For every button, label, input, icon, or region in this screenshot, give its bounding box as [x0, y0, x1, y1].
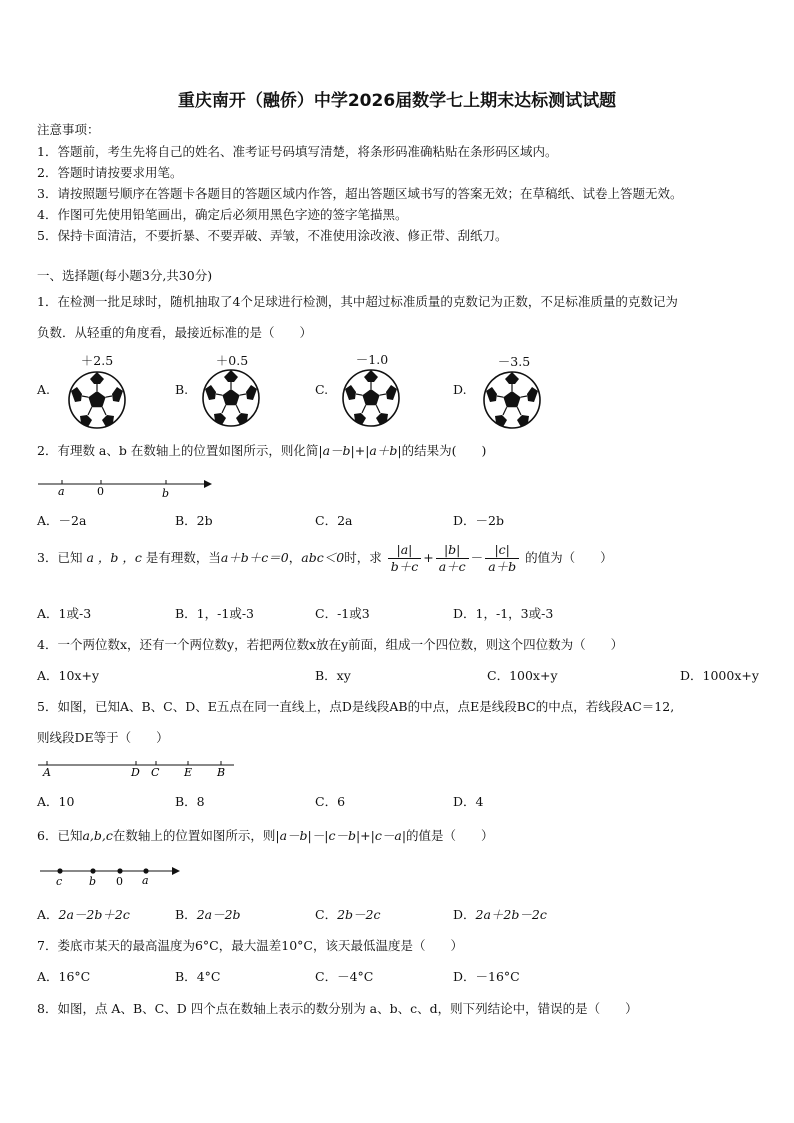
- section-title: 一、选择题(每小题3分,共30分): [37, 268, 213, 283]
- axis-label-b: b: [162, 487, 170, 500]
- q2-option-b[interactable]: B．2b: [175, 513, 213, 528]
- q5-segment-diagram: [36, 758, 241, 782]
- q6-option-b[interactable]: B．2a－2b: [175, 907, 241, 922]
- q1-c-value: －1.0: [355, 352, 389, 367]
- q7-option-c[interactable]: C．－4°C: [315, 969, 374, 984]
- q4-option-a[interactable]: A．10x+y: [37, 668, 100, 683]
- axis-label-zero: 0: [97, 485, 104, 498]
- q6-text: 6．已知a,b,c在数轴上的位置如图所示，则|a－b|－|c－b|+|c－a|的值是（ ）: [37, 828, 494, 843]
- q2-number-line: [36, 476, 216, 502]
- q7-option-b[interactable]: B．4°C: [175, 969, 221, 984]
- q1-a-value: ＋2.5: [80, 353, 114, 368]
- axis-label-a: a: [142, 874, 149, 887]
- q4-text: 4．一个两位数x，还有一个两位数y，若把两位数x放在y前面，组成一个四位数，则这个四位数为（ ）: [37, 637, 624, 652]
- note-2: 2．答题时请按要求用笔。: [37, 165, 183, 180]
- note-5: 5．保持卡面清洁，不要折暴、不要弄破、弄皱，不准使用涂改液、修正带、刮纸刀。: [37, 228, 508, 243]
- q3-text: 3．已知 a ，b ，c 是有理数，当a＋b＋c＝0，abc＜0时，求 $\frac{|a|}{b+c}$ + $\frac{|b|}{a+c}$ － $\frac{|c|}{a+b}$ 的值为（ ）: [37, 542, 613, 574]
- q5-option-c[interactable]: C．6: [315, 794, 346, 809]
- q5-option-d[interactable]: D．4: [453, 794, 484, 809]
- q6-option-c[interactable]: C．2b－2c: [315, 907, 381, 922]
- q2-text: 2．有理数 a、b 在数轴上的位置如图所示，则化简|a－b|+|a＋b|的结果为( ): [37, 443, 487, 458]
- axis-label-b: b: [89, 875, 97, 888]
- q1-option-b[interactable]: B.: [175, 382, 189, 397]
- q1-d-value: －3.5: [497, 354, 531, 369]
- point-label-d: D: [131, 766, 140, 779]
- q4-option-c[interactable]: C．100x+y: [487, 668, 558, 683]
- q7-option-a[interactable]: A．16°C: [37, 969, 91, 984]
- q3-option-a[interactable]: A．1或-3: [37, 606, 92, 621]
- q2-option-a[interactable]: A．－2a: [37, 513, 87, 528]
- q1-line1: 1．在检测一批足球时，随机抽取了4个足球进行检测，其中超过标准质量的克数记为正数，不足标准质量的克数记为: [37, 294, 678, 309]
- axis-label-a: a: [58, 485, 65, 498]
- q1-b-value: ＋0.5: [215, 353, 249, 368]
- q7-option-d[interactable]: D．－16°C: [453, 969, 520, 984]
- point-label-b: B: [217, 766, 226, 779]
- q3-option-c[interactable]: C．-1或3: [315, 606, 370, 621]
- notes-heading: 注意事项：: [37, 122, 100, 137]
- axis-label-c: c: [56, 875, 63, 888]
- q6-option-a[interactable]: A．2a－2b＋2c: [37, 907, 130, 922]
- point-label-a: A: [43, 766, 51, 779]
- note-3: 3．请按照题号顺序在答题卡各题目的答题区域内作答，超出答题区域书写的答案无效；在草稿纸、试卷上答题无效。: [37, 186, 683, 201]
- note-4: 4．作图可先使用铅笔画出，确定后必须用黑色字迹的签字笔描黑。: [37, 207, 408, 222]
- fraction-b: $\frac{|b|}{a+c}$: [436, 542, 469, 575]
- q1-line2: 负数．从轻重的角度看，最接近标准的是（ ）: [37, 325, 313, 340]
- q1-option-c[interactable]: C.: [315, 382, 329, 397]
- q6-option-d[interactable]: D．2a＋2b－2c: [453, 907, 547, 922]
- fraction-a: $\frac{|a|}{b+c}$: [388, 542, 422, 575]
- point-label-e: E: [184, 766, 193, 779]
- q5-option-a[interactable]: A．10: [37, 794, 75, 809]
- q4-option-d[interactable]: D．1000x+y: [680, 668, 759, 683]
- q3-option-d[interactable]: D．1，-1，3或-3: [453, 606, 554, 621]
- fraction-c: $\frac{|c|}{a+b}$: [485, 542, 519, 575]
- q3-option-b[interactable]: B．1，-1或-3: [175, 606, 254, 621]
- q2-option-c[interactable]: C．2a: [315, 513, 353, 528]
- soccer-ball-icon: [481, 369, 543, 431]
- soccer-ball-icon: [200, 367, 262, 429]
- q5-option-b[interactable]: B．8: [175, 794, 205, 809]
- q5-line1: 5．如图，已知A、B、C、D、E五点在同一直线上，点D是线段AB的中点，点E是线段BC的中点，若线段AC＝12,: [37, 699, 675, 714]
- q2-option-d[interactable]: D．－2b: [453, 513, 504, 528]
- q4-option-b[interactable]: B．xy: [315, 668, 351, 683]
- page-title: 重庆南开（融侨）中学2026届数学七上期末达标测试试题: [177, 91, 617, 111]
- soccer-ball-icon: [66, 369, 128, 431]
- q7-text: 7．娄底市某天的最高温度为6°C，最大温差10°C，该天最低温度是（ ）: [37, 938, 464, 953]
- q1-option-d[interactable]: D.: [453, 382, 467, 397]
- q6-number-line: [36, 863, 186, 889]
- q1-option-a[interactable]: A.: [37, 382, 51, 397]
- soccer-ball-icon: [340, 367, 402, 429]
- point-label-c: C: [151, 766, 160, 779]
- q8-text: 8．如图，点 A、B、C、D 四个点在数轴上表示的数分别为 a、b、c、d，则下列结论中，错误的是（ ）: [37, 1001, 638, 1016]
- axis-label-zero: 0: [116, 875, 123, 888]
- note-1: 1．答题前，考生先将自己的姓名、准考证号码填写清楚，将条形码准确粘贴在条形码区域内。: [37, 144, 558, 159]
- q5-line2: 则线段DE等于（ ）: [37, 730, 169, 745]
